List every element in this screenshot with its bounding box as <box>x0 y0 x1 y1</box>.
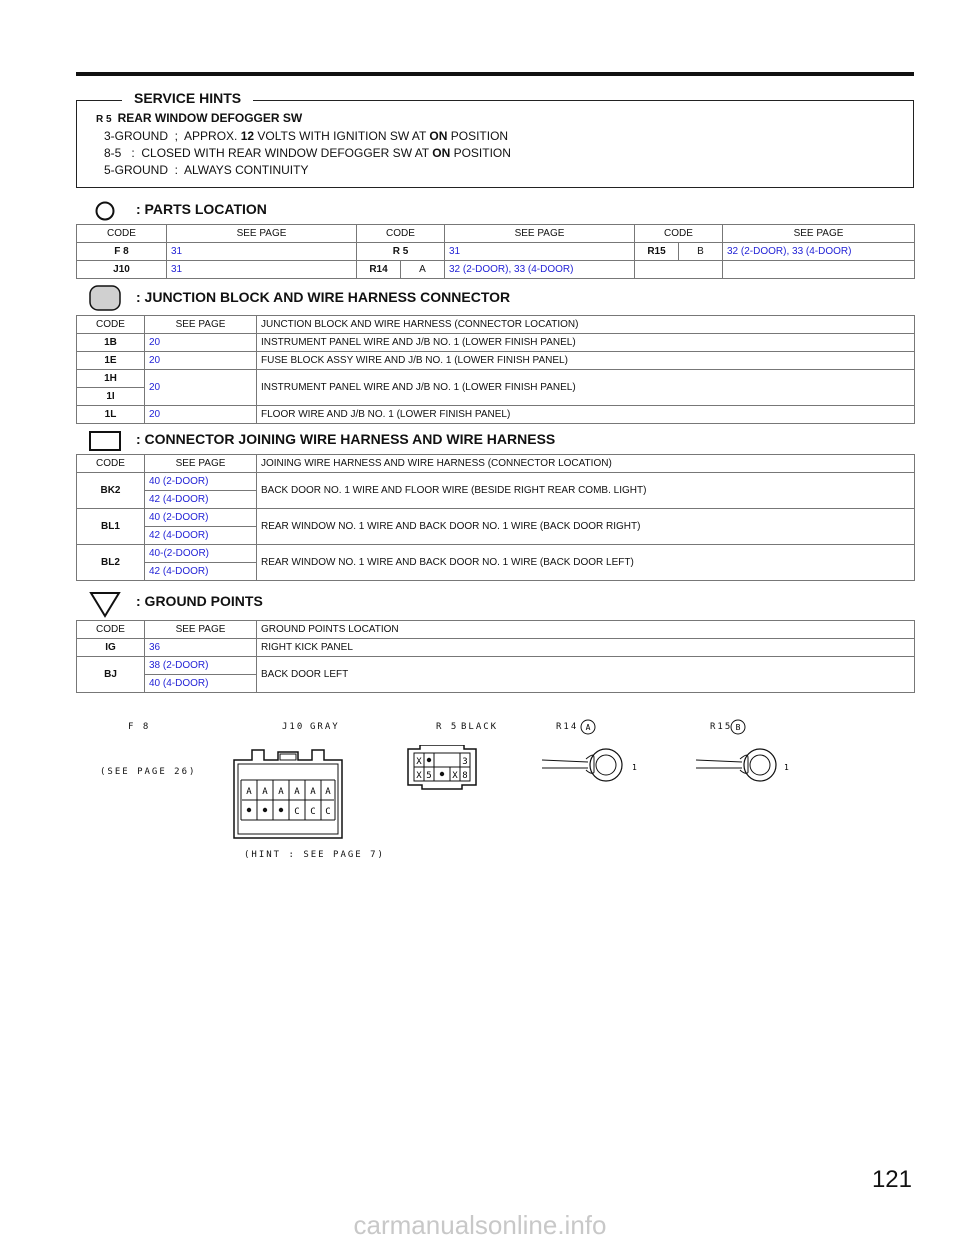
r14-terminal-diagram <box>536 718 646 788</box>
r15-terminal-diagram <box>690 718 800 788</box>
see-page-link[interactable]: 42 (4-DOOR) <box>145 491 257 509</box>
table-row: IG 36 RIGHT KICK PANEL <box>77 639 915 657</box>
service-hints-title: SERVICE HINTS <box>122 90 253 106</box>
see-page-link[interactable]: 42 (4-DOOR) <box>145 527 257 545</box>
r5-pin: 5 <box>426 771 432 781</box>
r5-connector-diagram <box>404 745 480 791</box>
ground-header-row: CODE SEE PAGE GROUND POINTS LOCATION <box>77 621 915 639</box>
page-number: 121 <box>871 1166 912 1193</box>
j10-pin: A <box>294 787 300 797</box>
service-hints-body <box>96 110 511 179</box>
table-row: J10 31 R14 A 32 (2-DOOR), 33 (4-DOOR) <box>77 261 915 279</box>
r5-pin: 3 <box>462 757 468 767</box>
hint-line-1: 3-GROUND ; APPROX. 12 VOLTS WITH IGNITION SW AT ON POSITION <box>104 129 509 143</box>
table-row: 1L 20 FLOOR WIRE AND J/B NO. 1 (LOWER FINISH PANEL) <box>77 406 915 424</box>
table-row: 1H 20 INSTRUMENT PANEL WIRE AND J/B NO. 1 (LOWER FINISH PANEL) <box>77 370 915 388</box>
j10-hint: (HINT : SEE PAGE 7) <box>244 850 385 860</box>
table-row: 1B 20 INSTRUMENT PANEL WIRE AND J/B NO. 1 (LOWER FINISH PANEL) <box>77 334 915 352</box>
r5-label: R 5 <box>436 722 459 732</box>
hint-line-2: 8-5 : CLOSED WITH REAR WINDOW DEFOGGER SW AT ON POSITION <box>104 146 511 160</box>
see-page-link[interactable]: 40-(2-DOOR) <box>145 545 257 563</box>
top-rule <box>76 72 914 76</box>
connector-header-row: CODE SEE PAGE JOINING WIRE HARNESS AND WIRE HARNESS (CONNECTOR LOCATION) <box>77 455 915 473</box>
connector-joining-title: : CONNECTOR JOINING WIRE HARNESS AND WIRE HARNESS <box>136 431 556 447</box>
table-row: 1I <box>77 388 915 406</box>
r14-pin-number: 1 <box>632 763 637 772</box>
r5-pin: 8 <box>462 771 468 781</box>
see-page-link[interactable]: 20 <box>145 370 257 406</box>
j10-color: GRAY <box>310 722 340 732</box>
table-row: BL2 40-(2-DOOR) REAR WINDOW NO. 1 WIRE AND BACK DOOR NO. 1 WIRE (BACK DOOR LEFT) <box>77 545 915 563</box>
parts-header-row: CODE SEE PAGE CODE SEE PAGE CODE SEE PAGE <box>77 225 915 243</box>
ground-points-title: : GROUND POINTS <box>136 593 263 609</box>
see-page-link[interactable]: 40 (2-DOOR) <box>145 473 257 491</box>
r5-color: BLACK <box>461 722 499 732</box>
see-page-link[interactable]: 38 (2-DOOR) <box>145 657 257 675</box>
j10-pin: A <box>262 787 268 797</box>
see-page-link[interactable]: 20 <box>145 406 257 424</box>
j10-pin: A <box>246 787 252 797</box>
ground-points-table <box>76 620 915 693</box>
j10-pin: A <box>278 787 284 797</box>
r15-label: R15 <box>710 722 733 732</box>
connector-joining-table <box>76 454 915 581</box>
table-row: 1E 20 FUSE BLOCK ASSY WIRE AND J/B NO. 1 (LOWER FINISH PANEL) <box>77 352 915 370</box>
junction-block-title: : JUNCTION BLOCK AND WIRE HARNESS CONNECTOR <box>136 289 511 305</box>
r15-pin-number: 1 <box>784 763 789 772</box>
j10-pin: C <box>310 807 316 817</box>
see-page-link[interactable]: 40 (2-DOOR) <box>145 509 257 527</box>
see-page-link[interactable]: 36 <box>145 639 257 657</box>
hint-ref: R 5 <box>96 114 112 125</box>
parts-location-table <box>76 224 915 279</box>
see-page-link[interactable]: 32 (2-DOOR), 33 (4-DOOR) <box>723 243 915 261</box>
r5-pin: X <box>452 771 458 781</box>
j10-pin: C <box>294 807 300 817</box>
hint-line-3: 5-GROUND : ALWAYS CONTINUITY <box>104 163 309 177</box>
table-row: BK2 40 (2-DOOR) BACK DOOR NO. 1 WIRE AND FLOOR WIRE (BESIDE RIGHT REAR COMB. LIGHT) <box>77 473 915 491</box>
see-page-link[interactable]: 20 <box>145 352 257 370</box>
see-page-link[interactable]: 31 <box>445 243 635 261</box>
table-row: BJ 38 (2-DOOR) BACK DOOR LEFT <box>77 657 915 675</box>
j10-connector-diagram <box>228 740 348 844</box>
j10-pin: A <box>325 787 331 797</box>
table-row: F 8 31 R 5 31 R15 B 32 (2-DOOR), 33 (4-DOOR) <box>77 243 915 261</box>
parts-location-title: : PARTS LOCATION <box>136 201 267 217</box>
junction-header-row: CODE SEE PAGE JUNCTION BLOCK AND WIRE HARNESS (CONNECTOR LOCATION) <box>77 316 915 334</box>
j10-pin: A <box>310 787 316 797</box>
r15-circle-letter: B <box>735 723 741 732</box>
watermark: carmanualsonline.info <box>353 1210 607 1240</box>
ground-points-icon <box>88 590 122 618</box>
r14-label: R14 <box>556 722 579 732</box>
f8-label: F 8 <box>128 722 151 732</box>
connector-joining-icon <box>88 430 122 452</box>
hint-heading: REAR WINDOW DEFOGGER SW <box>117 111 303 125</box>
j10-label: J10 <box>282 722 305 732</box>
junction-block-table <box>76 315 915 424</box>
see-page-link[interactable]: 31 <box>167 261 357 279</box>
table-row: BL1 40 (2-DOOR) REAR WINDOW NO. 1 WIRE AND BACK DOOR NO. 1 WIRE (BACK DOOR RIGHT) <box>77 509 915 527</box>
r5-pin: X <box>416 757 422 767</box>
r14-circle-letter: A <box>585 723 591 732</box>
see-page-link[interactable]: 31 <box>167 243 357 261</box>
parts-location-icon <box>94 200 116 222</box>
see-page-link[interactable]: 42 (4-DOOR) <box>145 563 257 581</box>
see-page-link[interactable]: 40 (4-DOOR) <box>145 675 257 693</box>
j10-pin: C <box>325 807 331 817</box>
junction-block-icon <box>88 284 122 312</box>
see-page-link[interactable]: 32 (2-DOOR), 33 (4-DOOR) <box>445 261 635 279</box>
see-page-link[interactable]: 20 <box>145 334 257 352</box>
f8-note: (SEE PAGE 26) <box>100 767 197 777</box>
r5-pin: X <box>416 771 422 781</box>
